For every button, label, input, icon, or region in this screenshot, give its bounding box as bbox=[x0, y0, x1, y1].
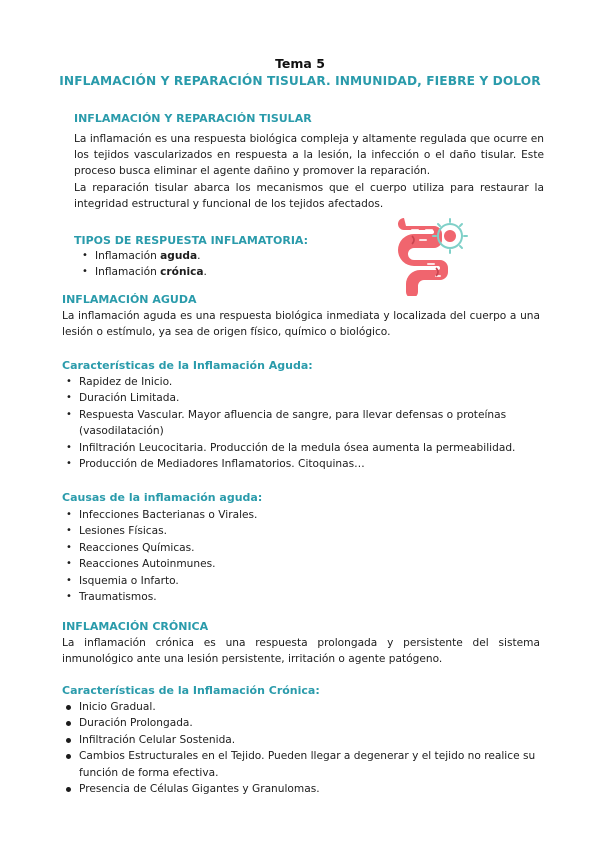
list-item: • Rapidez de Inicio. bbox=[62, 374, 542, 390]
list-item: Duración Prolongada. bbox=[62, 715, 542, 731]
list-item: • Infecciones Bacterianas o Virales. bbox=[62, 507, 462, 523]
paragraph-inflamacion-definition: La inflamación es una respuesta biológica compleja y altamente regulada que ocurre en los tejidos vascularizados en respuesta a la lesión, la infección o el daño tisular. Este proceso busca eliminar el agente dañino y promover la reparación. bbox=[74, 133, 544, 177]
list-item: Infiltración Celular Sostenida. bbox=[62, 732, 542, 748]
section-heading-inflamacion-reparacion: INFLAMACIÓN Y REPARACIÓN TISULAR bbox=[74, 112, 312, 125]
list-item: • Duración Limitada. bbox=[62, 390, 542, 406]
document-title: INFLAMACIÓN Y REPARACIÓN TISULAR. INMUNIDAD, FIEBRE Y DOLOR bbox=[59, 74, 541, 88]
list-item: • Respuesta Vascular. Mayor afluencia de sangre, para llevar defensas o proteínas (vasodilatación) bbox=[62, 407, 542, 440]
paragraph-reparacion-definition: La reparación tisular abarca los mecanismos que el cuerpo utiliza para restaurar la integridad estructural y funcional de los tejidos afectados. bbox=[74, 182, 544, 210]
list-item: • Reacciones Químicas. bbox=[62, 540, 462, 556]
subheading-causas-aguda: Causas de la inflamación aguda: bbox=[62, 491, 263, 504]
inflamed-intestine-icon bbox=[392, 216, 472, 296]
topic-number: Tema 5 bbox=[275, 56, 325, 71]
caracteristicas-aguda-list bbox=[62, 374, 542, 472]
list-item: • Infiltración Leucocitaria. Producción de la medula ósea aumenta la permeabilidad. bbox=[62, 440, 542, 456]
paragraph-cronica-definition: La inflamación crónica es una respuesta prolongada y persistente del sistema inmunológico ante una lesión persistente, irritación o agente patógeno. bbox=[62, 637, 540, 665]
list-item: Presencia de Células Gigantes y Granulomas. bbox=[62, 781, 542, 797]
list-item: • Reacciones Autoinmunes. bbox=[62, 556, 462, 572]
list-item: • Inflamación crónica. bbox=[78, 264, 378, 280]
section-heading-aguda: INFLAMACIÓN AGUDA bbox=[62, 293, 197, 306]
list-item: • Isquemia o Infarto. bbox=[62, 573, 462, 589]
section-heading-tipos: TIPOS DE RESPUESTA INFLAMATORIA: bbox=[74, 234, 309, 247]
tipos-list bbox=[78, 248, 378, 281]
caracteristicas-cronica-list bbox=[62, 699, 542, 797]
list-item: Cambios Estructurales en el Tejido. Pueden llegar a degenerar y el tejido no realice su función de forma efectiva. bbox=[62, 748, 542, 781]
subheading-caracteristicas-cronica: Características de la Inflamación Crónica: bbox=[62, 684, 320, 697]
list-item: • Lesiones Físicas. bbox=[62, 523, 462, 539]
subheading-caracteristicas-aguda: Características de la Inflamación Aguda: bbox=[62, 359, 313, 372]
list-item: • Inflamación aguda. bbox=[78, 248, 378, 264]
section-heading-cronica: INFLAMACIÓN CRÓNICA bbox=[62, 620, 209, 633]
list-item: Inicio Gradual. bbox=[62, 699, 542, 715]
list-item: • Traumatismos. bbox=[62, 589, 462, 605]
paragraph-aguda-definition: La inflamación aguda es una respuesta biológica inmediata y localizada del cuerpo a una lesión o estímulo, ya sea de origen físico, químico o biológico. bbox=[62, 310, 540, 338]
list-item: • Producción de Mediadores Inflamatorios. Citoquinas… bbox=[62, 456, 542, 472]
causas-aguda-list bbox=[62, 507, 462, 605]
